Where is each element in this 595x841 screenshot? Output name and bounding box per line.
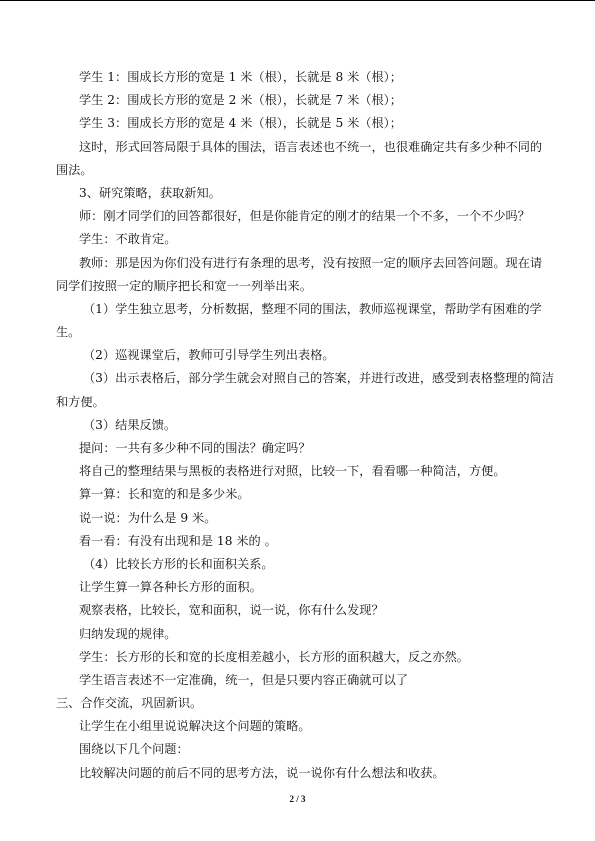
paragraph-line: （3）出示表格后，部分学生就会对照自己的答案，并进行改进，感受到表格整理的简洁 xyxy=(83,371,554,386)
paragraph-line: 让学生在小组里说说解决这个问题的策略。 xyxy=(79,719,311,734)
document-body xyxy=(56,66,554,785)
paragraph-line: 围绕以下几个问题： xyxy=(79,742,189,757)
paragraph-line: 说一说：为什么是 9 米。 xyxy=(79,510,217,525)
paragraph-line: 比较解决问题的前后不同的思考方法，说一说你有什么想法和收获。 xyxy=(79,765,445,780)
paragraph-line: 学生 3：围成长方形的宽是 4 米（根），长就是 5 米（根）； xyxy=(79,116,402,131)
paragraph-line: 生。 xyxy=(56,325,81,340)
paragraph-line: 这时，形式回答局限于具体的围法，语言表述也不统一，也很难确定共有多少种不同的 xyxy=(79,139,543,154)
paragraph-line: 学生 1：围成长方形的宽是 1 米（根），长就是 8 米（根）； xyxy=(79,70,402,84)
page-number: 2 / 3 xyxy=(289,794,306,804)
paragraph-line: 教师：那是因为你们没有进行有条理的思考，没有按照一定的顺序去回答问题。现在请 xyxy=(79,255,543,270)
paragraph-line: 和方便。 xyxy=(56,394,105,409)
paragraph-line: 观察表格，比较长，宽和面积，说一说，你有什么发现？ xyxy=(79,603,384,618)
paragraph-line: 学生语言表述不一定准确，统一，但是只要内容正确就可以了 xyxy=(79,672,409,687)
paragraph-line: 归纳发现的规律。 xyxy=(79,626,177,641)
paragraph-line: 算一算：长和宽的和是多少米。 xyxy=(79,487,250,502)
paragraph-line: 学生：长方形的长和宽的长度相差越小，长方形的面积越大，反之亦然。 xyxy=(79,649,469,664)
paragraph-line: 学生：不敢肯定。 xyxy=(79,232,177,247)
paragraph-line: 3、研究策略，获取新知。 xyxy=(79,185,221,200)
header-rule xyxy=(0,0,595,1)
paragraph-line: （1）学生独立思考，分析数据，整理不同的围法，教师巡视课堂，帮助学有困难的学 xyxy=(83,301,542,316)
paragraph-line: 围法。 xyxy=(56,162,93,177)
paragraph-line: 提问：一共有多少种不同的围法？确定吗？ xyxy=(79,441,311,455)
paragraph-line: （2）巡视课堂后，教师可引导学生列出表格。 xyxy=(83,348,335,363)
paragraph-line: 师：刚才同学们的回答都很好，但是你能肯定的刚才的结果一个不多，一个不少吗？ xyxy=(79,209,530,224)
paragraph-line: 看一看：有没有出现和是 18 米的 。 xyxy=(79,533,277,548)
paragraph-line: 将自己的整理结果与黑板的表格进行对照，比较一下，看看哪一种简洁，方便。 xyxy=(79,464,506,479)
paragraph-line: （3）结果反馈。 xyxy=(83,417,177,432)
paragraph-line: 三、合作交流，巩固新识。 xyxy=(56,696,203,711)
paragraph-line: 同学们按照一定的顺序把长和宽一一列举出来。 xyxy=(56,278,312,293)
paragraph-line: 让学生算一算各种长方形的面积。 xyxy=(79,580,262,595)
paragraph-line: 学生 2：围成长方形的宽是 2 米（根），长就是 7 米（根）； xyxy=(79,93,402,108)
paragraph-line: （4）比较长方形的长和面积关系。 xyxy=(83,556,274,571)
